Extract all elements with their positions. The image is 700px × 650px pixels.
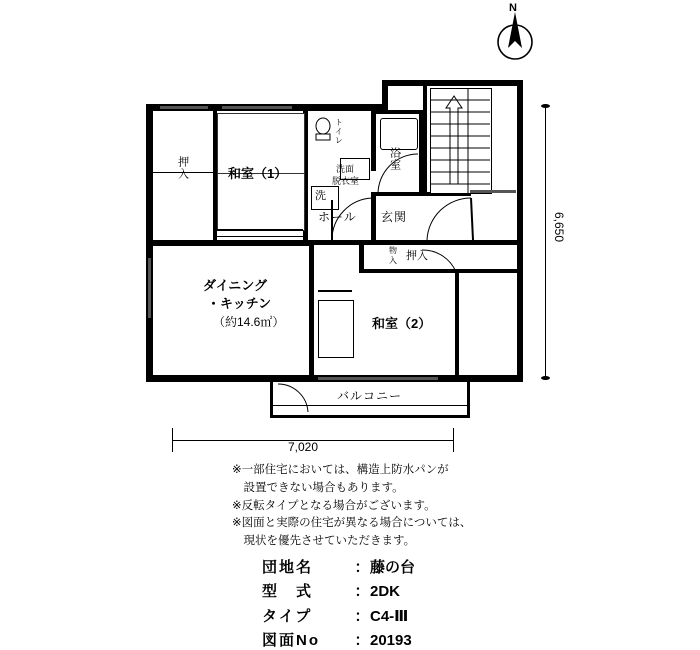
wall-top-right bbox=[382, 80, 523, 86]
window-bottom bbox=[318, 377, 438, 380]
room-label-storage-line1: 物 bbox=[389, 246, 397, 255]
balcony-rail bbox=[270, 415, 470, 418]
wall-bath-top bbox=[371, 110, 423, 114]
note-line-5: 現状を優先させていただきます。 bbox=[232, 535, 416, 548]
room-label-closet-1: 押入 bbox=[176, 156, 189, 180]
door-balcony bbox=[276, 382, 316, 414]
spec-sep-estate: ： bbox=[354, 559, 370, 576]
spec-value-type: 2DK bbox=[370, 583, 401, 601]
bathtub bbox=[380, 118, 418, 150]
note-line-1: ※一部住宅においては、構造上防水パンが bbox=[232, 464, 449, 476]
room-label-washroom-line2: 脱衣室 bbox=[332, 176, 360, 186]
dim-tick-left bbox=[172, 428, 173, 452]
room-label-dk-line1: ダイニング bbox=[203, 278, 267, 293]
balcony-wall-left bbox=[270, 382, 273, 418]
compass-north-label: N bbox=[509, 2, 517, 14]
notes-block bbox=[232, 462, 692, 551]
dim-label-height: 6,650 bbox=[552, 212, 566, 243]
window-top-1 bbox=[160, 106, 208, 109]
note-line-2: 設置できない場合もあります。 bbox=[232, 481, 404, 494]
room-label-closet-2: 押入 bbox=[406, 250, 428, 262]
room-label-wash-machine: 洗 bbox=[315, 190, 326, 202]
room-label-washroom-line1: 洗面 bbox=[336, 164, 355, 174]
window-right bbox=[470, 190, 516, 193]
spec-sep-variant: ： bbox=[354, 607, 370, 625]
room-label-bath: 浴室 bbox=[388, 147, 401, 171]
dim-line-vertical bbox=[545, 104, 546, 380]
spec-row-type bbox=[262, 580, 415, 604]
spec-key-drawing-no: 図面No bbox=[262, 631, 320, 649]
wall-right bbox=[517, 80, 523, 380]
spec-row-drawing-no bbox=[262, 629, 415, 650]
dim-dot-bottom bbox=[541, 376, 550, 380]
dim-tick-right bbox=[453, 428, 454, 452]
compass bbox=[487, 4, 547, 64]
balcony-wall-right bbox=[467, 382, 470, 418]
spec-value-drawing-no: 20193 bbox=[370, 631, 412, 649]
room-label-dk-line2: ・キッチン bbox=[207, 296, 272, 311]
room-label-washitsu-1: 和室（1） bbox=[228, 166, 288, 181]
spec-row-variant bbox=[262, 605, 415, 629]
tatami-edge bbox=[217, 229, 303, 231]
sliding-door-track bbox=[217, 236, 303, 237]
spec-key-type: 型 式 bbox=[262, 583, 314, 601]
window-top-2 bbox=[222, 106, 292, 109]
note-line-3: ※反転タイプとなる場合がございます。 bbox=[232, 499, 436, 512]
spec-key-estate: 団地名 bbox=[262, 559, 314, 576]
spec-sep-type: ： bbox=[354, 583, 370, 601]
dim-dot-top bbox=[541, 104, 550, 108]
wall-stair-left bbox=[423, 86, 427, 196]
kitchen-counter bbox=[318, 300, 354, 358]
window-left bbox=[148, 258, 151, 318]
spec-value-variant: C4-Ⅲ bbox=[370, 607, 409, 625]
spec-sep-drawing-no: ： bbox=[354, 631, 370, 649]
spec-value-estate: 藤の台 bbox=[370, 559, 416, 576]
kitchen-sink-edge bbox=[318, 290, 352, 292]
wall-interior-v3 bbox=[309, 245, 314, 376]
door-genkan bbox=[425, 196, 477, 242]
room-label-genkan: 玄関 bbox=[381, 210, 408, 224]
room-label-toilet: トイレ bbox=[334, 118, 344, 145]
room-label-washitsu-2: 和室（2） bbox=[372, 316, 432, 331]
spec-key-variant: タイプ bbox=[262, 607, 313, 625]
wall-interior-v5 bbox=[455, 273, 459, 376]
spec-row-estate bbox=[262, 556, 415, 580]
dim-label-width: 7,020 bbox=[288, 440, 319, 454]
room-label-balcony: バルコニー bbox=[337, 389, 403, 403]
room-label-hall: ホール bbox=[318, 210, 357, 224]
balcony-ledge-right bbox=[478, 380, 523, 382]
wall-interior-h1 bbox=[146, 240, 309, 246]
compass-icon bbox=[487, 4, 547, 64]
room-label-dk-area: （約14.6㎡） bbox=[213, 315, 285, 329]
note-line-4: ※図面と実際の住宅が異なる場合については、 bbox=[232, 517, 472, 530]
room-label-storage-line2: 入 bbox=[389, 256, 397, 265]
spec-table bbox=[262, 556, 415, 650]
stairs-icon bbox=[430, 88, 492, 194]
